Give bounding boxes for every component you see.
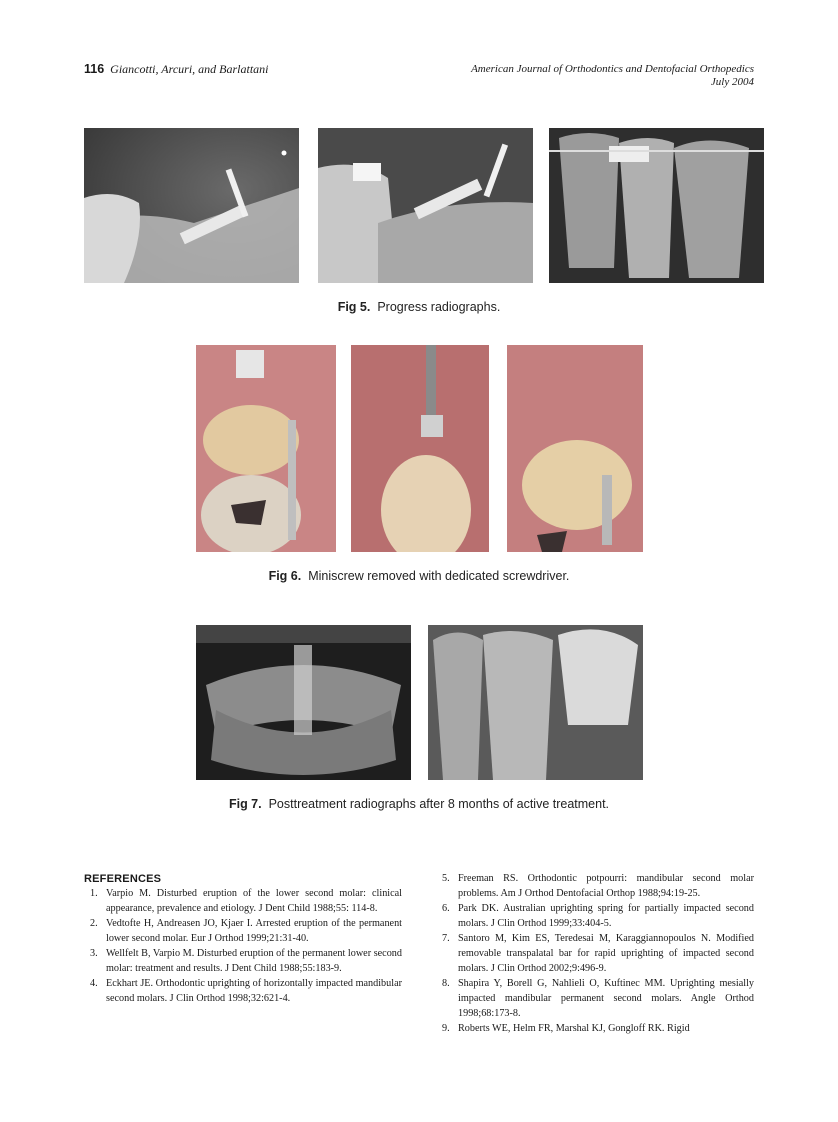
fig6-caption-text: Miniscrew removed with dedicated screwdriver. (308, 569, 570, 583)
reference-item: 1. Varpio M. Disturbed eruption of the lower second molar: clinical appearance, prevalence and etiology. J Dent Child 1988;55: 114-8. (90, 888, 402, 914)
reference-item: 3. Wellfelt B, Varpio M. Disturbed eruption of the permanent lower second molar: treatment and results. J Dent Child 1988;55:183-9. (90, 948, 402, 974)
fig7-panoramic-radiograph (196, 625, 411, 780)
reference-item: 7. Santoro M, Kim ES, Teredesai M, Karaggiannopoulos N. Modified removable transpalatal bar for rapid uprighting of impacted second molars. J Clin Orthod 2002;9:496-9. (442, 933, 754, 974)
fig6-photo-3 (507, 345, 643, 552)
fig6-photo-2 (351, 345, 489, 552)
fig5-radiograph-2 (318, 128, 533, 283)
fig7-caption-text: Posttreatment radiographs after 8 months of active treatment. (268, 797, 610, 811)
running-header-left (84, 62, 269, 77)
references-heading: REFERENCES (84, 873, 162, 885)
fig5-radiograph-1 (84, 128, 299, 283)
fig5-caption (0, 300, 838, 314)
header-authors: Giancotti, Arcuri, and Barlattani (110, 62, 269, 76)
fig7-label: Fig 7. (228, 797, 262, 811)
header-journal: American Journal of Orthodontics and Dentofacial Orthopedics (471, 63, 754, 75)
references-column-left (86, 886, 402, 1006)
header-date: July 2004 (710, 76, 754, 88)
fig5-radiograph-3 (549, 128, 764, 283)
fig6-label: Fig 6. (268, 569, 302, 583)
reference-item: 6. Park DK. Australian uprighting spring for partially impacted second molars. J Clin Orthod 1999;33:404-5. (442, 903, 754, 929)
reference-item: 5. Freeman RS. Orthodontic potpourri: mandibular second molar problems. Am J Orthod Dentofacial Orthop 1988;94:19-25. (442, 873, 754, 899)
reference-item: 4. Eckhart JE. Orthodontic uprighting of horizontally impacted mandibular second molars. J Clin Orthod 1998;32:621-4. (90, 978, 402, 1004)
reference-item: 2. Vedtofte H, Andreasen JO, Kjaer I. Arrested eruption of the permanent lower second molar. Eur J Orthod 1999;21:31-40. (90, 918, 402, 944)
reference-item: 8. Shapira Y, Borell G, Nahlieli O, Kuftinec MM. Uprighting mesially impacted mandibular permanent second molars. Angle Orthod 1998;68:173-8. (442, 978, 754, 1019)
fig6-photo-1 (196, 345, 336, 552)
fig5-caption-text: Progress radiographs. (377, 300, 501, 314)
running-header-right (471, 63, 754, 89)
fig7-caption (0, 797, 838, 811)
fig5-label: Fig 5. (337, 300, 371, 314)
fig6-caption (0, 569, 838, 583)
reference-item: 9. Roberts WE, Helm FR, Marshal KJ, Gongloff RK. Rigid (442, 1023, 690, 1034)
references-column-right (438, 871, 754, 1036)
page-number: 116 (84, 62, 105, 76)
fig7-periapical-radiograph (428, 625, 643, 780)
